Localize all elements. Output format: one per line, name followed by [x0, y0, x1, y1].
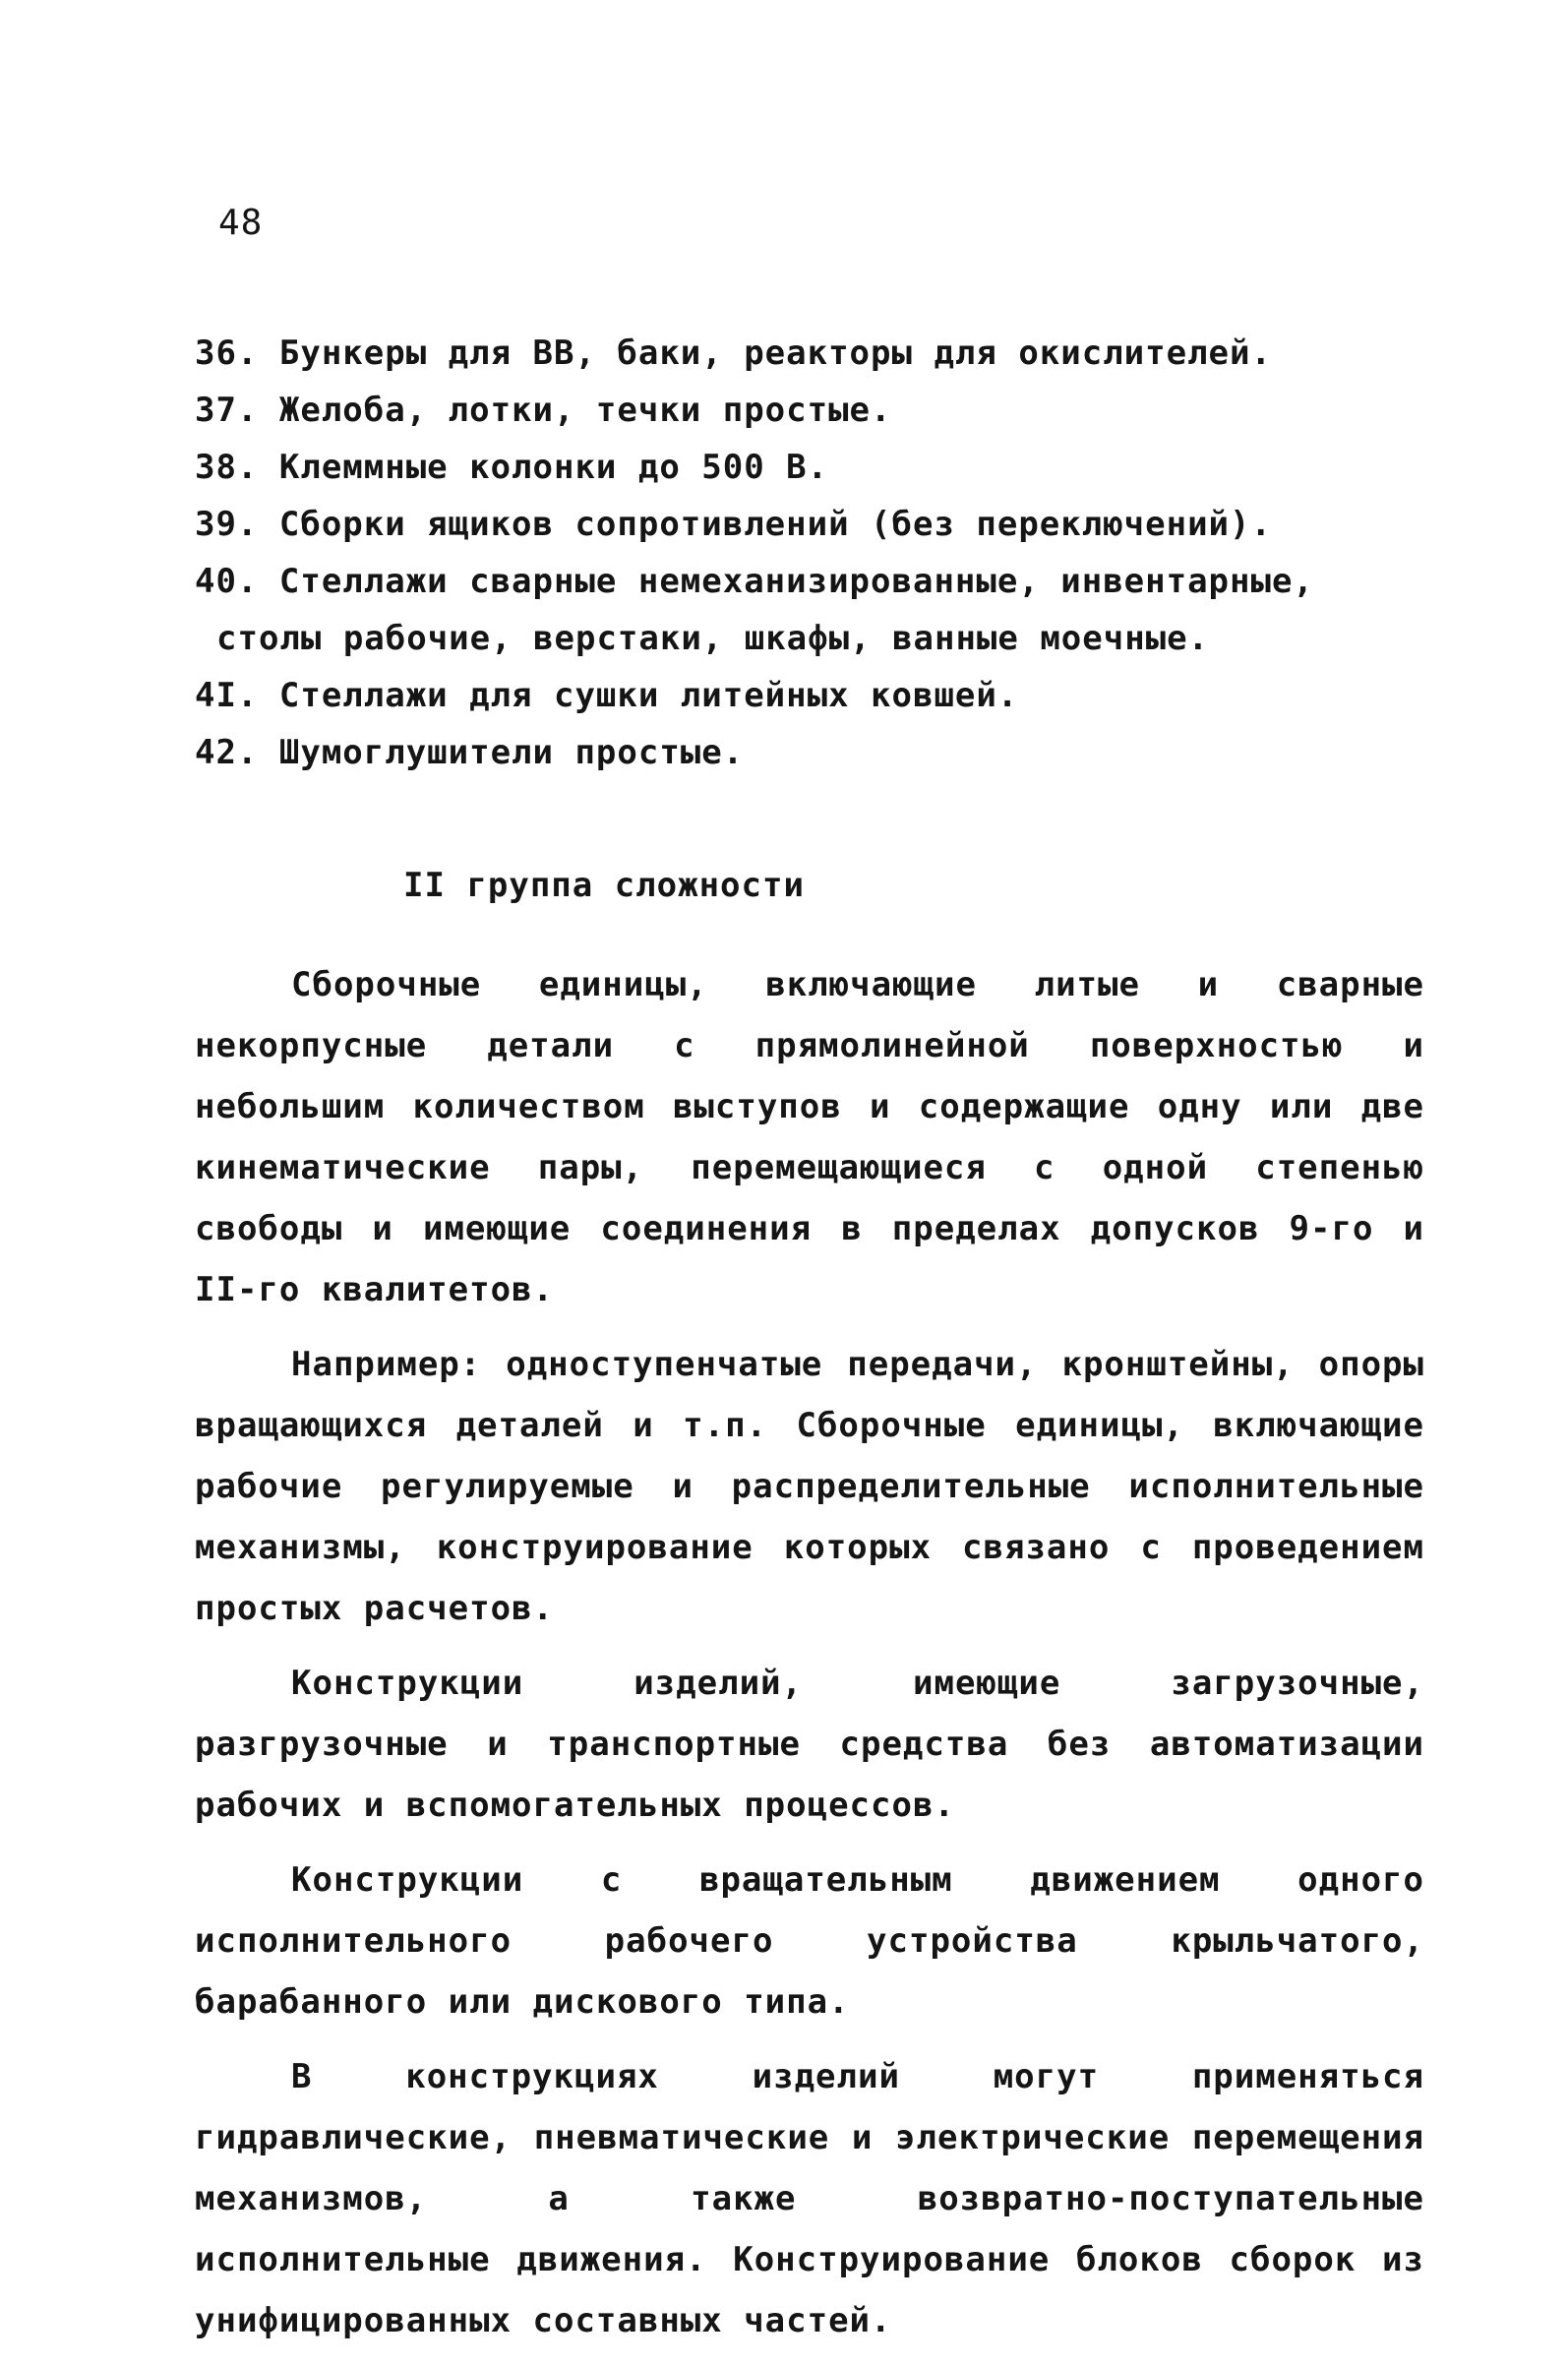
list-item-text: 4I. Стеллажи для сушки литейных ковшей.: [195, 676, 1019, 715]
list-item-text: 36. Бункеры для ВВ, баки, реакторы для окислителей.: [195, 334, 1272, 373]
paragraph: Конструкции с вращательным движением одного исполнительного рабочего устройства крыльчатого, барабанного или дискового типа.: [195, 1860, 1424, 2022]
list-item: [195, 496, 1424, 553]
paragraph: Например: одноступенчатые передачи, кронштейны, опоры вращающихся деталей и т.п. Сборочные единицы, включающие рабочие регулируемые и распределительные исполнительные механизмы, конструирование которых связано с проведением простых расчетов.: [195, 1345, 1424, 1628]
item-list: [195, 325, 1424, 781]
list-item-text: 37. Желоба, лотки, течки простые.: [195, 391, 892, 430]
page-number: 48: [218, 203, 264, 243]
list-item-text: 40. Стеллажи сварные немеханизированные, инвентарные,: [195, 562, 1314, 601]
body-text: [195, 954, 1424, 2365]
list-item-text: 42. Шумоглушители простые.: [195, 733, 745, 772]
list-item: [195, 439, 1424, 496]
paragraph: В конструкциях изделий могут применяться гидравлические, пневматические и электрические перемещения механизмов, а также возвратно-поступательные исполнительные движения. Конструирование блоков сборок из унифицированных составных частей.: [195, 2057, 1424, 2340]
list-item: [195, 382, 1424, 439]
list-item: [195, 325, 1424, 382]
section-heading: II группа сложности: [403, 866, 805, 905]
paragraph: Сборочные единицы, включающие литые и сварные некорпусные детали с прямолинейной поверхностью и небольшим количеством выступов и содержащие одну или две кинематические пары, перемещающиеся с одной степенью свободы и имеющие соединения в пределах допусков 9-го и II-го квалитетов.: [195, 965, 1424, 1309]
list-item: [195, 553, 1424, 667]
list-item-text: 38. Клеммные колонки до 500 В.: [195, 448, 829, 487]
list-item-text: 39. Сборки ящиков сопротивлений (без переключений).: [195, 505, 1272, 544]
list-item: [195, 667, 1424, 724]
paragraph: Конструкции изделий, имеющие загрузочные, разгрузочные и транспортные средства без автоматизации рабочих и вспомогательных процессов.: [195, 1664, 1424, 1825]
list-item: [195, 724, 1424, 781]
list-item-continuation: столы рабочие, верстаки, шкафы, ванные моечные.: [216, 619, 1210, 658]
